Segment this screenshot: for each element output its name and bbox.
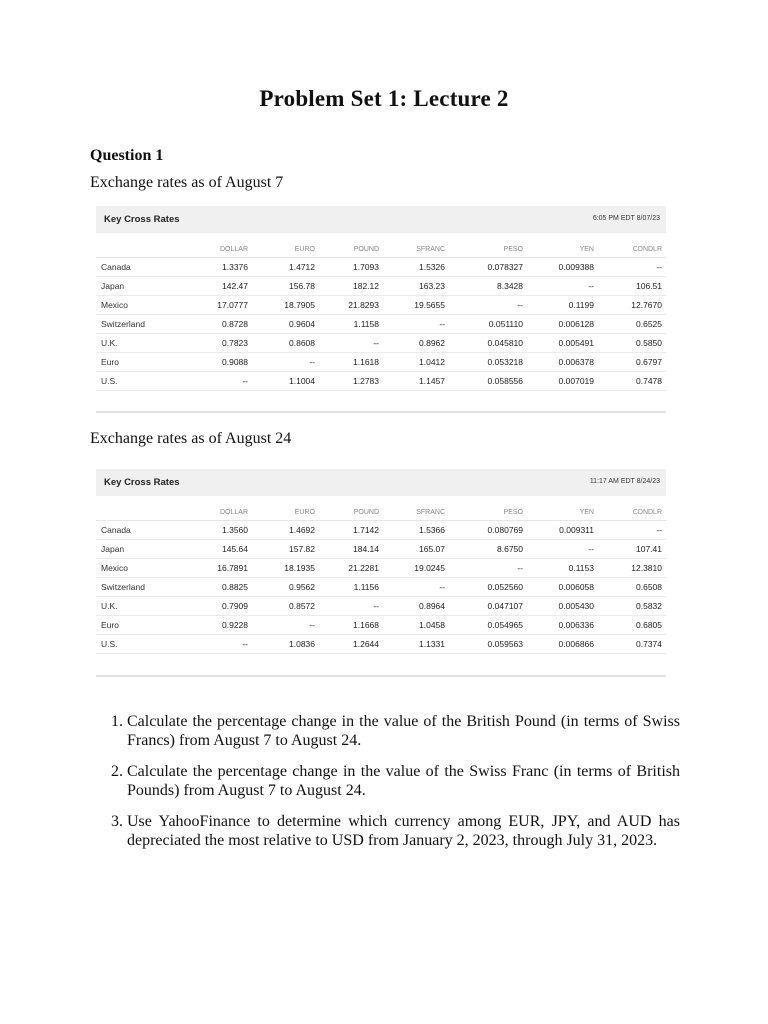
- panel-header: [96, 469, 666, 496]
- question-list: [90, 712, 680, 862]
- country-cell: Canada: [96, 258, 184, 277]
- rate-cell: 1.0458: [383, 616, 449, 635]
- rate-cell: --: [383, 315, 449, 334]
- rate-cell: 8.6750: [449, 540, 527, 559]
- column-header: EURO: [252, 242, 319, 258]
- panel-title: Key Cross Rates: [104, 214, 180, 225]
- rate-cell: 0.6797: [598, 353, 666, 372]
- rate-cell: 0.005430: [527, 597, 598, 616]
- question-item: 1. Calculate the percentage change in the value of the British Pound (in terms of Swiss Francs) from August 7 to August 24.: [127, 712, 680, 750]
- rate-cell: 163.23: [383, 277, 449, 296]
- rate-cell: --: [598, 521, 666, 540]
- table-row: [96, 597, 666, 616]
- rate-cell: 1.1618: [319, 353, 383, 372]
- rate-cell: 156.78: [252, 277, 319, 296]
- country-cell: Switzerland: [96, 315, 184, 334]
- panel-header: [96, 206, 666, 233]
- rate-cell: 0.8962: [383, 334, 449, 353]
- country-cell: U.K.: [96, 597, 184, 616]
- column-header: PESO: [449, 505, 527, 521]
- rate-cell: 0.9562: [252, 578, 319, 597]
- column-header: DOLLAR: [184, 505, 252, 521]
- rate-cell: 18.1935: [252, 559, 319, 578]
- rate-cell: 0.006378: [527, 353, 598, 372]
- panel-title: Key Cross Rates: [104, 477, 180, 488]
- rate-cell: 1.2783: [319, 372, 383, 391]
- rate-cell: --: [319, 334, 383, 353]
- rate-cell: 0.9604: [252, 315, 319, 334]
- rate-cell: 0.006128: [527, 315, 598, 334]
- rate-cell: --: [383, 578, 449, 597]
- country-cell: U.S.: [96, 372, 184, 391]
- rate-cell: 0.5850: [598, 334, 666, 353]
- rate-cell: 0.052560: [449, 578, 527, 597]
- table-intro-aug24: Exchange rates as of August 24: [90, 430, 292, 447]
- rate-cell: 0.7909: [184, 597, 252, 616]
- cross-rates-table: [96, 505, 666, 654]
- rate-cell: --: [252, 616, 319, 635]
- rate-cell: 0.9228: [184, 616, 252, 635]
- column-header: EURO: [252, 505, 319, 521]
- table-row: [96, 559, 666, 578]
- rate-cell: 1.5326: [383, 258, 449, 277]
- rate-cell: 0.058556: [449, 372, 527, 391]
- rate-cell: 1.3376: [184, 258, 252, 277]
- rate-cell: 1.4692: [252, 521, 319, 540]
- rate-cell: 0.1199: [527, 296, 598, 315]
- country-cell: Euro: [96, 353, 184, 372]
- column-header: POUND: [319, 505, 383, 521]
- rate-cell: 0.006866: [527, 635, 598, 654]
- column-header: DOLLAR: [184, 242, 252, 258]
- rate-cell: 1.5366: [383, 521, 449, 540]
- rate-cell: 0.054965: [449, 616, 527, 635]
- rate-cell: 21.8293: [319, 296, 383, 315]
- rate-cell: 0.8608: [252, 334, 319, 353]
- column-header: PESO: [449, 242, 527, 258]
- country-cell: Canada: [96, 521, 184, 540]
- rate-cell: 0.8825: [184, 578, 252, 597]
- rate-cell: 106.51: [598, 277, 666, 296]
- rate-cell: 0.078327: [449, 258, 527, 277]
- rate-cell: 1.0836: [252, 635, 319, 654]
- country-cell: Mexico: [96, 296, 184, 315]
- question-heading: Question 1: [90, 147, 164, 164]
- country-cell: Japan: [96, 277, 184, 296]
- table-header-row: [96, 505, 666, 521]
- table-row: [96, 616, 666, 635]
- rate-cell: 1.1158: [319, 315, 383, 334]
- rate-cell: 165.07: [383, 540, 449, 559]
- table-row: [96, 578, 666, 597]
- rate-cell: 0.053218: [449, 353, 527, 372]
- rate-cell: 0.6508: [598, 578, 666, 597]
- column-header: CDNDLR: [598, 242, 666, 258]
- rate-cell: 1.1331: [383, 635, 449, 654]
- rate-cell: 1.1457: [383, 372, 449, 391]
- rate-cell: 0.9088: [184, 353, 252, 372]
- country-cell: Mexico: [96, 559, 184, 578]
- rate-cell: 19.0245: [383, 559, 449, 578]
- table-row: [96, 540, 666, 559]
- table-row: [96, 315, 666, 334]
- rate-cell: --: [184, 372, 252, 391]
- table-row: [96, 372, 666, 391]
- column-header: YEN: [527, 505, 598, 521]
- rate-cell: 0.6525: [598, 315, 666, 334]
- page-title: Problem Set 1: Lecture 2: [259, 86, 509, 111]
- rate-cell: 17.0777: [184, 296, 252, 315]
- country-cell: U.S.: [96, 635, 184, 654]
- rate-cell: 0.047107: [449, 597, 527, 616]
- rate-cell: 16.7891: [184, 559, 252, 578]
- rate-cell: 145.64: [184, 540, 252, 559]
- column-header-country: [96, 242, 184, 258]
- table-row: [96, 353, 666, 372]
- rate-cell: 157.82: [252, 540, 319, 559]
- rate-cell: 0.8728: [184, 315, 252, 334]
- rate-cell: 1.2644: [319, 635, 383, 654]
- rate-cell: --: [527, 277, 598, 296]
- rate-cell: 1.3560: [184, 521, 252, 540]
- column-header: CDNDLR: [598, 505, 666, 521]
- rate-cell: 107.41: [598, 540, 666, 559]
- rate-cell: 0.009388: [527, 258, 598, 277]
- rate-cell: 0.005491: [527, 334, 598, 353]
- rate-cell: 0.051110: [449, 315, 527, 334]
- rate-cell: 0.7478: [598, 372, 666, 391]
- column-header: POUND: [319, 242, 383, 258]
- rate-cell: 12.7670: [598, 296, 666, 315]
- rate-cell: 21.2281: [319, 559, 383, 578]
- table-intro-aug7: Exchange rates as of August 7: [90, 174, 284, 191]
- rate-cell: 1.1668: [319, 616, 383, 635]
- panel-timestamp: 11:17 AM EDT 8/24/23: [589, 478, 660, 485]
- question-item: 3. Use YahooFinance to determine which currency among EUR, JPY, and AUD has depreciated the most relative to USD from January 2, 2023, through July 31, 2023.: [127, 812, 680, 850]
- column-header-country: [96, 505, 184, 521]
- rate-cell: 0.8572: [252, 597, 319, 616]
- rate-cell: 0.007019: [527, 372, 598, 391]
- table-header-row: [96, 242, 666, 258]
- rate-cell: 19.5655: [383, 296, 449, 315]
- table-row: [96, 635, 666, 654]
- rate-cell: --: [184, 635, 252, 654]
- cross-rates-table: [96, 242, 666, 391]
- rate-cell: 0.7823: [184, 334, 252, 353]
- rate-cell: 1.1156: [319, 578, 383, 597]
- rate-cell: 1.1004: [252, 372, 319, 391]
- rate-cell: --: [252, 353, 319, 372]
- rate-cell: 8.3428: [449, 277, 527, 296]
- table-row: [96, 296, 666, 315]
- rate-cell: 0.6805: [598, 616, 666, 635]
- country-cell: Switzerland: [96, 578, 184, 597]
- column-header: SFRANC: [383, 242, 449, 258]
- question-item: 2. Calculate the percentage change in the value of the Swiss Franc (in terms of British Pounds) from August 7 to August 24.: [127, 762, 680, 800]
- rate-cell: 0.006058: [527, 578, 598, 597]
- column-header: YEN: [527, 242, 598, 258]
- rate-cell: 1.4712: [252, 258, 319, 277]
- rate-cell: 0.059563: [449, 635, 527, 654]
- rate-cell: 1.7142: [319, 521, 383, 540]
- rate-cell: 0.080769: [449, 521, 527, 540]
- table-row: [96, 277, 666, 296]
- rate-cell: 0.009311: [527, 521, 598, 540]
- rate-cell: 0.006336: [527, 616, 598, 635]
- table-row: [96, 521, 666, 540]
- rate-cell: 142.47: [184, 277, 252, 296]
- rate-cell: 0.7374: [598, 635, 666, 654]
- rate-cell: --: [319, 597, 383, 616]
- table-row: [96, 334, 666, 353]
- rate-cell: 0.1153: [527, 559, 598, 578]
- country-cell: Japan: [96, 540, 184, 559]
- rate-cell: 0.8964: [383, 597, 449, 616]
- rate-cell: 18.7905: [252, 296, 319, 315]
- rate-cell: --: [449, 559, 527, 578]
- rate-cell: --: [527, 540, 598, 559]
- country-cell: U.K.: [96, 334, 184, 353]
- rate-cell: 1.7093: [319, 258, 383, 277]
- rate-cell: 184.14: [319, 540, 383, 559]
- rate-cell: 0.045810: [449, 334, 527, 353]
- rate-cell: --: [449, 296, 527, 315]
- table-row: [96, 258, 666, 277]
- rate-cell: 182.12: [319, 277, 383, 296]
- cross-rates-panel-aug24: [96, 469, 666, 677]
- rate-cell: 12.3810: [598, 559, 666, 578]
- rate-cell: 1.0412: [383, 353, 449, 372]
- panel-timestamp: 6:05 PM EDT 8/07/23: [592, 215, 660, 222]
- cross-rates-panel-aug7: [96, 206, 666, 413]
- rate-cell: 0.5832: [598, 597, 666, 616]
- country-cell: Euro: [96, 616, 184, 635]
- rate-cell: --: [598, 258, 666, 277]
- column-header: SFRANC: [383, 505, 449, 521]
